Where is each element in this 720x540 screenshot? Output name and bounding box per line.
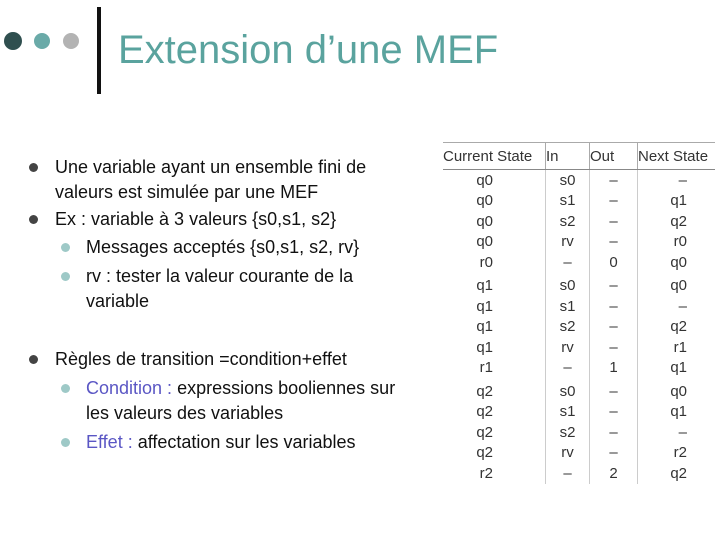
table-row bbox=[443, 317, 715, 338]
table-cell: s2 bbox=[546, 422, 590, 443]
table-cell: – bbox=[590, 211, 638, 232]
table-header-row bbox=[443, 143, 715, 170]
table-cell: rv bbox=[546, 232, 590, 253]
table-row bbox=[443, 296, 715, 317]
table-cell: – bbox=[590, 273, 638, 297]
sub-bullet-dot bbox=[61, 384, 70, 393]
table-cell: q0 bbox=[476, 192, 493, 210]
table-cell: – bbox=[590, 191, 638, 212]
table-row bbox=[443, 422, 715, 443]
decor-dot-teal bbox=[34, 33, 50, 49]
table-row bbox=[443, 463, 715, 484]
table-cell: q1 bbox=[638, 402, 716, 423]
table-cell: r0 bbox=[638, 232, 716, 253]
header-out: Out bbox=[590, 143, 638, 170]
table-cell: r1 bbox=[638, 337, 716, 358]
table-cell: q1 bbox=[476, 277, 493, 295]
header-current-state: Current State bbox=[443, 143, 546, 170]
table-cell: q2 bbox=[476, 423, 493, 441]
table-cell: 2 bbox=[590, 463, 638, 484]
table-row bbox=[443, 170, 715, 191]
table-cell: – bbox=[546, 358, 590, 379]
sub-bullet-text: variable bbox=[86, 291, 150, 311]
sub-bullet-text bbox=[86, 431, 356, 453]
table-cell: q2 bbox=[638, 463, 716, 484]
condition-label: Condition : bbox=[86, 378, 173, 398]
effect-text: affectation sur les variables bbox=[132, 432, 356, 452]
sub-bullet-dot bbox=[61, 438, 70, 447]
table-cell: q2 bbox=[638, 317, 716, 338]
table-cell: s0 bbox=[546, 273, 590, 297]
decor-dot-grey bbox=[63, 33, 79, 49]
table-row bbox=[443, 337, 715, 358]
table-cell: s1 bbox=[546, 191, 590, 212]
effect-label: Effet : bbox=[86, 432, 133, 452]
table-row bbox=[443, 402, 715, 423]
table-cell: – bbox=[590, 170, 638, 191]
condition-text: expressions booliennes sur bbox=[172, 378, 396, 398]
header-next-state: Next State bbox=[638, 143, 716, 170]
table-cell: – bbox=[590, 422, 638, 443]
table-cell: rv bbox=[546, 337, 590, 358]
table-cell: r0 bbox=[479, 253, 493, 271]
table-cell: 1 bbox=[590, 358, 638, 379]
table-cell: q1 bbox=[476, 318, 493, 336]
table-cell: – bbox=[590, 337, 638, 358]
table-cell: q1 bbox=[638, 191, 716, 212]
table-row bbox=[443, 273, 715, 297]
table-cell: q0 bbox=[638, 378, 716, 402]
table-cell: r2 bbox=[479, 464, 493, 482]
table-cell: q2 bbox=[476, 444, 493, 462]
table-row bbox=[443, 211, 715, 232]
table-cell: s1 bbox=[546, 296, 590, 317]
table-cell: q2 bbox=[476, 382, 493, 400]
table-cell: rv bbox=[546, 443, 590, 464]
table-cell: q0 bbox=[476, 171, 493, 189]
table-cell: q0 bbox=[476, 212, 493, 230]
table-cell: q0 bbox=[638, 273, 716, 297]
table-cell: q2 bbox=[638, 211, 716, 232]
table-row bbox=[443, 232, 715, 253]
header-in: In bbox=[546, 143, 590, 170]
table-cell: – bbox=[546, 463, 590, 484]
table-cell: q1 bbox=[476, 297, 493, 315]
sub-bullet-text: les valeurs des variables bbox=[86, 403, 284, 423]
table-cell: – bbox=[638, 296, 716, 317]
table-row bbox=[443, 378, 715, 402]
table-cell: – bbox=[590, 232, 638, 253]
bullet-text: Règles de transition =condition+effet bbox=[55, 349, 347, 369]
bullet-text: valeurs est simulée par une MEF bbox=[55, 182, 319, 202]
state-transition-table bbox=[443, 142, 715, 484]
slide-title: Extension d’une MEF bbox=[118, 28, 499, 72]
table-cell: s2 bbox=[546, 317, 590, 338]
bullet-text: Une variable ayant un ensemble fini de bbox=[55, 157, 367, 177]
sub-bullet-text bbox=[86, 377, 395, 399]
table-cell: – bbox=[590, 378, 638, 402]
table-cell: s2 bbox=[546, 211, 590, 232]
table-cell: – bbox=[590, 443, 638, 464]
table-cell: – bbox=[590, 317, 638, 338]
sub-bullet-text: rv : tester la valeur courante de la bbox=[86, 266, 354, 286]
table-row bbox=[443, 191, 715, 212]
table-cell: – bbox=[638, 422, 716, 443]
table-cell: r1 bbox=[479, 359, 493, 377]
table-cell: q1 bbox=[638, 358, 716, 379]
bullet-dot bbox=[29, 355, 38, 364]
table-cell: q1 bbox=[476, 338, 493, 356]
decor-dot-dark bbox=[4, 32, 22, 50]
table-row bbox=[443, 443, 715, 464]
table-cell: s0 bbox=[546, 170, 590, 191]
table-cell: s1 bbox=[546, 402, 590, 423]
table-row bbox=[443, 358, 715, 379]
table-cell: 0 bbox=[590, 252, 638, 273]
table-cell: r2 bbox=[638, 443, 716, 464]
table-cell: – bbox=[590, 296, 638, 317]
table-cell: – bbox=[546, 252, 590, 273]
table-cell: – bbox=[638, 170, 716, 191]
sub-bullet-dot bbox=[61, 243, 70, 252]
table-body bbox=[443, 170, 715, 484]
bullet-dot bbox=[29, 163, 38, 172]
sub-bullet-text: Messages acceptés {s0,s1, s2, rv} bbox=[86, 237, 360, 257]
sub-bullet-dot bbox=[61, 272, 70, 281]
title-divider bbox=[97, 7, 101, 94]
table-cell: q2 bbox=[476, 403, 493, 421]
table-row bbox=[443, 252, 715, 273]
table-cell: q0 bbox=[476, 233, 493, 251]
bullet-text: Ex : variable à 3 valeurs {s0,s1, s2} bbox=[55, 209, 337, 229]
table-cell: – bbox=[590, 402, 638, 423]
table-cell: s0 bbox=[546, 378, 590, 402]
bullet-dot bbox=[29, 215, 38, 224]
table-cell: q0 bbox=[638, 252, 716, 273]
